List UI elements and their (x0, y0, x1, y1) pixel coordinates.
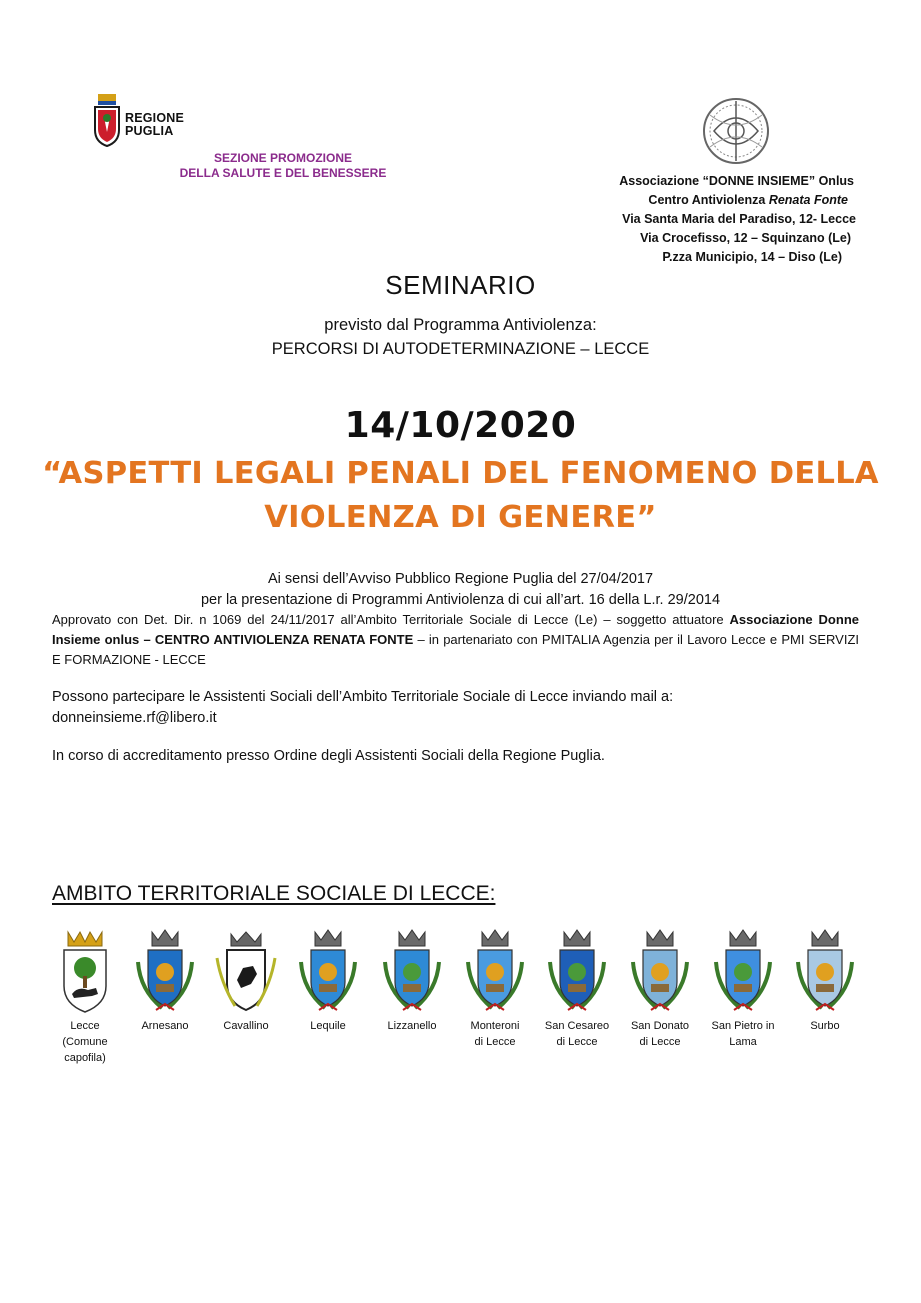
coat-of-arms-icon (295, 928, 361, 1016)
coat-of-arms-icon (544, 928, 610, 1016)
town-name-line: Arnesano (141, 1020, 189, 1032)
town-item (283, 928, 373, 1034)
assoc-line (560, 172, 856, 191)
associazione-info (560, 172, 856, 267)
coat-of-arms-icon (627, 928, 693, 1016)
town-name (201, 1018, 291, 1034)
coat-of-arms-icon (710, 928, 776, 1016)
assoc-line (560, 248, 856, 267)
sezione-promozione (168, 151, 398, 181)
town-name-line: Cavallino (223, 1020, 269, 1032)
renata-fonte-italic: Renata Fonte (768, 193, 848, 207)
town-name (532, 1018, 622, 1050)
sezione-line-1: SEZIONE PROMOZIONE (213, 151, 352, 165)
regione-puglia-crest-icon (92, 92, 122, 148)
ai-sensi-text (0, 569, 921, 611)
contact-email[interactable]: donneinsieme.rf@libero.it (52, 710, 217, 726)
town-name-line: San Pietro in (711, 1020, 775, 1032)
ambito-heading: AMBITO TERRITORIALE SOCIALE DI LECCE: (52, 882, 496, 905)
coat-of-arms-icon (379, 928, 445, 1016)
sezione-line-2: DELLA SALUTE E DEL BENESSERE (179, 166, 387, 180)
town-name (120, 1018, 210, 1034)
town-name-line: Monteroni (470, 1020, 520, 1032)
town-item (450, 928, 540, 1050)
town-name-line: di Lecce (639, 1036, 681, 1048)
town-item (780, 928, 870, 1034)
programma-subtitle (0, 313, 921, 361)
donne-insieme-logo-icon (700, 95, 772, 167)
possono-line: Possono partecipare le Assistenti Sociali dell’Ambito Territoriale Sociale di Lecce inviando mail a: (52, 689, 674, 705)
town-name (283, 1018, 373, 1034)
town-item (532, 928, 622, 1050)
town-name-line: capofila) (64, 1052, 106, 1064)
town-name-line: (Comune (62, 1036, 108, 1048)
event-date: 14/10/2020 (344, 405, 577, 446)
horse-crest-icon (213, 928, 279, 1016)
coat-of-arms-icon (132, 928, 198, 1016)
regione-puglia-logo (92, 92, 202, 152)
title-line-1: “ASPETTI LEGALI PENALI DEL FENOMENO DELLA (42, 456, 879, 491)
town-item (120, 928, 210, 1034)
town-item (201, 928, 291, 1034)
assoc-line-text: Via Crocefisso, 12 – Squinzano (Le) (640, 231, 851, 245)
approvato-bold: Associazione Donne Insieme onlus – CENTRO ANTIVIOLENZA RENATA FONTE (52, 612, 859, 647)
towns-row (48, 928, 868, 1078)
assoc-line-text: Via Santa Maria del Paradiso, 12- Lecce (622, 212, 856, 226)
town-name-line: Lequile (310, 1020, 346, 1032)
town-name (698, 1018, 788, 1050)
seminario-heading: SEMINARIO (385, 270, 536, 300)
coat-of-arms-icon (462, 928, 528, 1016)
town-item (367, 928, 457, 1034)
assoc-line (560, 191, 856, 210)
coat-of-arms-icon (792, 928, 858, 1016)
town-item (40, 928, 130, 1066)
previsto-line-1: previsto dal Programma Antiviolenza: (324, 316, 597, 334)
town-name-line: Lecce (70, 1020, 100, 1032)
town-name-line: Lama (729, 1036, 757, 1048)
town-name (367, 1018, 457, 1034)
approvato-part-1: Approvato con Det. Dir. n 1069 del 24/11/2017 all’Ambito Territoriale Sociale di Lecce (Le) – soggetto attuatore (52, 612, 730, 627)
assoc-line-text: Associazione “DONNE INSIEME” Onlus (619, 174, 854, 188)
assoc-line-text: Centro Antiviolenza (648, 193, 769, 207)
seminar-title (40, 452, 881, 540)
assoc-line-text: P.zza Municipio, 14 – Diso (Le) (662, 250, 842, 264)
wolf-oak-crest-icon (52, 928, 118, 1016)
ai-sensi-line-1: Ai sensi dell’Avviso Pubblico Regione Puglia del 27/04/2017 (267, 571, 654, 587)
approvato-part-2: – in partenariato con PMITALIA Agenzia per il Lavoro Lecce e PMI SERVIZI E FORMAZIONE - LECCE (52, 632, 859, 667)
town-item (698, 928, 788, 1050)
town-name-line: San Cesareo (544, 1020, 610, 1032)
town-name (615, 1018, 705, 1050)
town-name-line: di Lecce (556, 1036, 598, 1048)
puglia-logo-line: PUGLIA (125, 124, 174, 138)
town-item (615, 928, 705, 1050)
previsto-line-2: PERCORSI DI AUTODETERMINAZIONE – LECCE (271, 340, 650, 358)
assoc-line (560, 229, 856, 248)
title-line-2: VIOLENZA DI GENERE” (264, 500, 657, 535)
accreditamento-note: In corso di accreditamento presso Ordine degli Assistenti Sociali della Regione Puglia. (52, 748, 605, 764)
town-name-line: San Donato (630, 1020, 690, 1032)
approvato-paragraph (52, 610, 859, 670)
assoc-line (560, 210, 856, 229)
town-name-line: di Lecce (474, 1036, 516, 1048)
ai-sensi-line-2: per la presentazione di Programmi Antiviolenza di cui all’art. 16 della L.r. 29/2014 (200, 592, 721, 608)
town-name-line: Surbo (810, 1020, 840, 1032)
town-name (40, 1018, 130, 1066)
town-name-line: Lizzanello (387, 1020, 437, 1032)
regione-logo-line: REGIONE (125, 111, 185, 125)
town-name (450, 1018, 540, 1050)
possono-paragraph (52, 687, 872, 729)
town-name (780, 1018, 870, 1034)
